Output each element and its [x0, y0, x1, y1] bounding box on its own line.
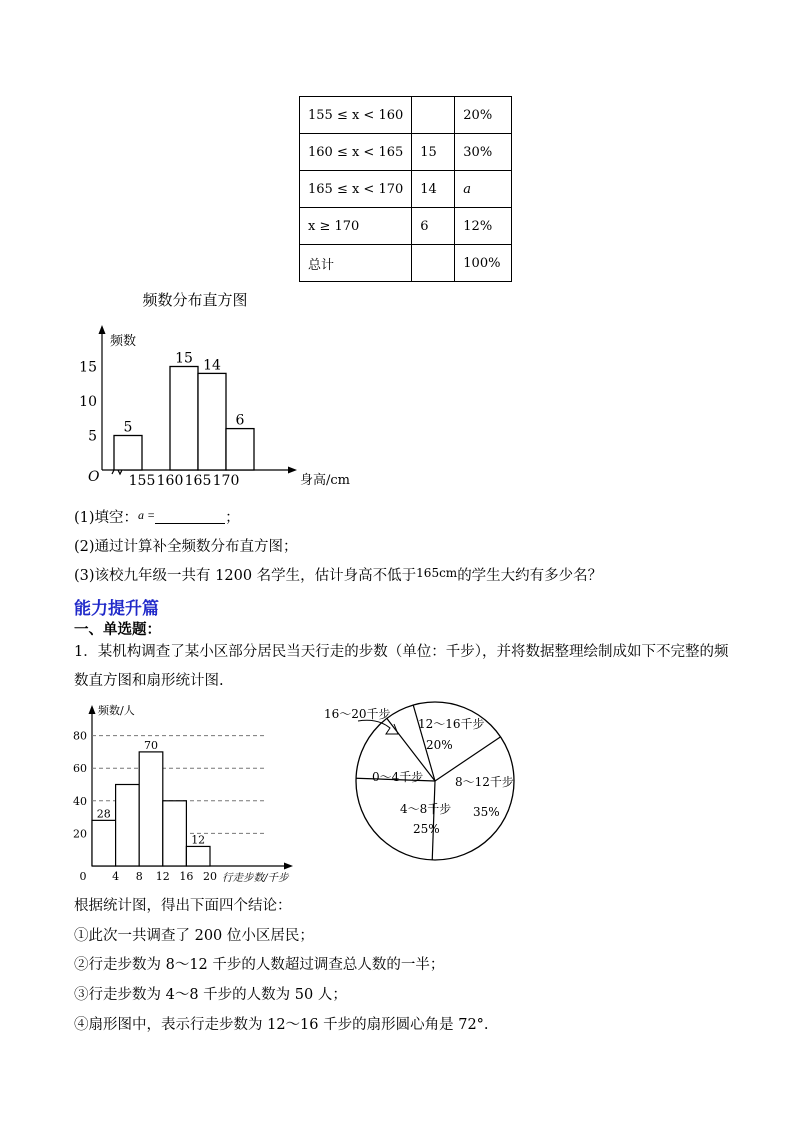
conclusions-intro: 根据统计图，得出下面四个结论： — [74, 898, 292, 914]
pie-label-4-8: 4～8千步 — [400, 802, 452, 816]
conclusion-3: ③行走步数为 4～8 千步的人数为 50 人； — [74, 987, 347, 1003]
x-tick-label: 160 — [156, 473, 184, 489]
problem-1-line-2: 数直方图和扇形统计图. — [74, 673, 224, 689]
percent-cell: 12% — [455, 208, 512, 245]
y-axis-label: 频数 — [110, 334, 137, 349]
x-tick-label: 20 — [203, 870, 217, 883]
conclusion-1: ①此次一共调查了 200 位小区居民； — [74, 928, 314, 944]
y-tick-label: 15 — [79, 359, 97, 376]
y-tick-label: 40 — [73, 794, 87, 808]
table-row — [300, 208, 512, 245]
conclusion-4: ④扇形图中，表示行走步数为 12～16 千步的扇形圆心角是 72°. — [74, 1017, 489, 1033]
bar-value-label: 70 — [144, 738, 158, 752]
count-cell — [412, 245, 455, 282]
pie-label-8-12: 8～12千步 — [455, 775, 514, 789]
steps-pie-chart — [320, 700, 550, 870]
y-tick-label: 20 — [73, 827, 87, 841]
range-cell: 总计 — [300, 245, 412, 282]
bar-value-label: 15 — [175, 350, 193, 367]
table-row — [300, 134, 512, 171]
range-cell: x ≥ 170 — [300, 208, 412, 245]
histogram-bar — [114, 436, 142, 471]
question-2: (2)通过计算补全频数分布直方图； — [74, 539, 298, 555]
count-cell: 15 — [412, 134, 455, 171]
bar-value-label: 5 — [123, 419, 133, 436]
range-cell: 155 ≤ x < 160 — [300, 97, 412, 134]
histogram-bar — [170, 367, 198, 471]
table-row — [300, 245, 512, 282]
x-tick-label: 16 — [179, 870, 194, 883]
x-tick-label: 165 — [184, 473, 212, 489]
y-tick-label: 10 — [79, 394, 97, 410]
x-tick-label: 12 — [155, 870, 170, 883]
histogram-bar — [139, 752, 163, 866]
x-axis-arrow — [288, 467, 297, 474]
count-cell: 14 — [412, 171, 455, 208]
x-tick-label: 155 — [128, 473, 156, 489]
height-histogram — [60, 285, 360, 495]
count-cell — [412, 97, 455, 134]
pie-label-0-4: 0～4千步 — [372, 770, 424, 784]
histogram-bar — [198, 373, 226, 470]
x-tick-label: 4 — [112, 870, 120, 883]
count-cell: 6 — [412, 208, 455, 245]
pie-pct-4-8: 25% — [413, 822, 440, 836]
x-tick-label: 0 — [79, 870, 87, 883]
y-tick-label: 5 — [88, 428, 97, 445]
pie-label-16-20: 16～20千步 — [324, 707, 391, 721]
conclusion-2: ②行走步数为 8～12 千步的人数超过调查总人数的一半； — [74, 957, 445, 973]
percent-cell: 100% — [455, 245, 512, 282]
answer-blank[interactable] — [155, 509, 225, 524]
y-axis-label: 频数/人 — [98, 704, 135, 717]
pie-slice-boundary — [432, 781, 435, 860]
question-3: (3)该校九年级一共有 1200 名学生，估计身高不低于$^{165cm}$的学生大约有多少名？ — [74, 566, 603, 584]
pie-label-12-16: 12～16千步 — [418, 717, 485, 731]
section-title: 能力提升篇 — [74, 599, 159, 619]
question-1: (1)填空：$^{a =}$ ； — [74, 508, 240, 526]
x-axis-arrow — [284, 863, 293, 870]
y-tick-label: 80 — [73, 729, 87, 743]
histogram-bar — [92, 820, 116, 866]
percent-cell: a — [455, 171, 512, 208]
frequency-table — [299, 96, 512, 282]
x-tick-label: 8 — [135, 870, 143, 883]
range-cell: 165 ≤ x < 170 — [300, 171, 412, 208]
pie-pct-8-12: 35% — [473, 805, 500, 819]
y-tick-label: 60 — [73, 762, 87, 776]
histogram-bar — [163, 801, 187, 866]
histogram-bar — [186, 846, 210, 866]
pie-pct-12-16: 20% — [426, 738, 453, 752]
origin-label: O — [88, 469, 100, 485]
bar-value-label: 6 — [235, 412, 245, 429]
percent-cell: 20% — [455, 97, 512, 134]
histogram-bar — [116, 785, 140, 867]
y-axis-arrow — [89, 705, 96, 714]
bar-value-label: 28 — [96, 807, 111, 821]
x-axis-label: 行走步数/千步 — [222, 872, 289, 884]
x-axis-label: 身高/cm — [300, 473, 350, 488]
section-subtitle: 一、单选题： — [74, 621, 161, 638]
steps-histogram — [70, 698, 320, 888]
y-axis-arrow — [99, 325, 106, 334]
x-tick-label: 170 — [212, 473, 240, 489]
table-row — [300, 97, 512, 134]
percent-cell: 30% — [455, 134, 512, 171]
histogram-title: 频数分布直方图 — [142, 291, 248, 309]
table-row — [300, 171, 512, 208]
bar-value-label: 12 — [191, 833, 206, 847]
histogram-bar — [226, 429, 254, 470]
problem-1-line-1: 1．某机构调查了某小区部分居民当天行走的步数（单位：千步），并将数据整理绘制成如下不完整的频 — [74, 644, 729, 660]
range-cell: 160 ≤ x < 165 — [300, 134, 412, 171]
bar-value-label: 14 — [203, 357, 221, 374]
